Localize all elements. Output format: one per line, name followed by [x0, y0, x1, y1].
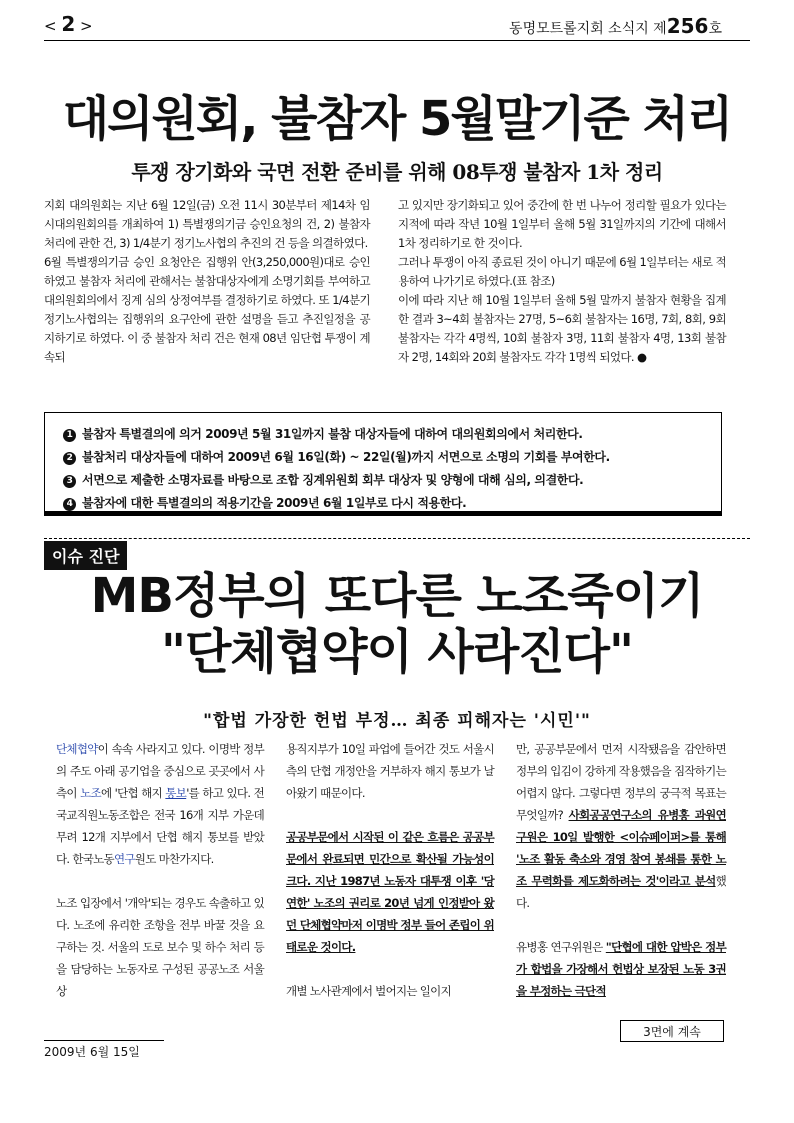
page-number: < 2 >: [44, 12, 93, 36]
paragraph: 단체협약이 속속 사라지고 있다. 이명박 정부의 주도 아래 공기업을 중심으로 곳곳에서 사측이 노조에 '단협 해지 통보'를 하고 있다. 전국교직원노동조합은 전국 16개 지부 가운데 무려 12개 지부에서 단협 해지 통보를 받았다. 한국노동연구원도 마찬가지다.: [56, 742, 264, 866]
article1-right-column: [398, 196, 726, 367]
number-bullet-icon: 2: [63, 452, 76, 465]
section-divider: [44, 538, 750, 539]
article1-left-column: [44, 196, 370, 367]
article1-subtitle: 투쟁 장기화와 국면 전환 준비를 위해 08투쟁 불참자 1차 정리: [131, 160, 663, 184]
highlighted-paragraph: 공공부문에서 시작된 이 같은 흐름은 공공부문에서 완료되면 민간으로 확산될 가능성이 크다. 지난 1987년 노동자 대투쟁 이후 '당연한' 노조의 권리로 20년 넘게 인정받아 왔던 단체협약마저 이명박 정부 들어 존립이 위태로운 것이다.: [286, 830, 494, 954]
number-bullet-icon: 4: [63, 498, 76, 511]
article2-column-3: [516, 738, 726, 1002]
number-bullet-icon: 3: [63, 475, 76, 488]
issue-date: 2009년 6월 15일: [44, 1040, 164, 1060]
paragraph: 지회 대의원회는 지난 6월 12일(금) 오전 11시 30분부터 제14차 임시대의원회의를 개최하여 1) 특별쟁의기금 승인요청의 건, 2) 불참자 처리에 관한 건, 3) 1/4분기 정기노사협의 추진의 건 등을 의결하였다.: [44, 198, 370, 250]
paragraph: 고 있지만 장기화되고 있어 중간에 한 번 나누어 정리할 필요가 있다는 지적에 따라 작년 10월 1일부터 올해 5월 31일까지의 기간에 대해서 1차 정리하기로 한 것이다.: [398, 198, 726, 250]
paragraph: 유병홍 연구위원은 "단협에 대한 압박은 정부가 합법을 가장해서 헌법상 보장된 노동 3권을 부정하는 극단적: [516, 940, 726, 998]
continued-label: 3면에 계속: [620, 1020, 724, 1042]
paragraph: 6월 특별쟁의기금 승인 요청안은 집행위 안(3,250,000원)대로 승인하였고 불참자 처리에 관해서는 불참대상자에게 소명기회를 부여하고 대의원회의에서 징계 심의 상정여부를 결정하기로 하였다. 또 1/4분기 정기노사협의는 집행위의 요구안에 관한 설명을 듣고 추진일정을 공지하기로 하였다. 이 중 불참자 처리 건은 현재 08년 임단협 투쟁이 계속되: [44, 255, 370, 364]
header-rule: [44, 40, 750, 41]
number-bullet-icon: 1: [63, 429, 76, 442]
article2-column-1: [56, 738, 264, 1002]
newsletter-issue: 동명모트롤지회 소식지 제256호: [509, 14, 722, 38]
section-tag: 이슈 진단: [44, 541, 127, 570]
resolution-item: 3 서면으로 제출한 소명자료를 바탕으로 조합 징계위원회 회부 대상자 및 양형에 대해 심의, 의결한다.: [63, 469, 721, 492]
paragraph: 그러나 투쟁이 아직 종료된 것이 아니기 때문에 6월 1일부터는 새로 적용하여 나가기로 하였다.(표 참조): [398, 255, 726, 288]
resolution-box: [44, 412, 722, 516]
paragraph: 만, 공공부문에서 먼저 시작됐음을 감안하면 정부의 입김이 강하게 작용했음을 짐작하기는 어렵지 않다. 그렇다면 정부의 궁극적 목표는 무엇일까? 사회공공연구소의 유병홍 과원연구원은 10일 발행한 <이슈페이퍼>를 통해 '노조 활동 축소와 경영 참여 봉쇄를 통한 노조 무력화를 제도화하려는 것'이라고 분석했다.: [516, 742, 726, 910]
article1-title: 대의원회, 불참자 5월말기준 처리: [62, 91, 732, 147]
resolution-item: 2 불참처리 대상자들에 대하여 2009년 6월 16일(화) ~ 22일(월)까지 서면으로 소명의 기회를 부여한다.: [63, 446, 721, 469]
paragraph: 노조 입장에서 '개악'되는 경우도 속출하고 있다. 노조에 유리한 조항을 전부 바꿀 것을 요구하는 것. 서울의 도로 보수 및 하수 처리 등을 담당하는 노동자로 구성된 공공노조 서울상: [56, 896, 264, 998]
resolution-item: 4 불참자에 대한 특별결의의 적용기간을 2009년 6월 1일부로 다시 적용한다.: [63, 492, 721, 515]
paragraph: 용직지부가 10일 파업에 들어간 것도 서울시 측의 단협 개정안을 거부하자 해지 통보가 날아왔기 때문이다.: [286, 742, 494, 800]
paragraph: 이에 따라 지난 해 10월 1일부터 올해 5월 말까지 불참자 현황을 집계한 결과 3~4회 불참자는 27명, 5~6회 불참자는 16명, 7회, 8회, 9회 불참자는 각각 4명씩, 10회 불참자 3명, 11회 불참자 4명, 13회 불참자 2명, 14회와 20회 불참자도 각각 1명씩 되었다. ●: [398, 293, 726, 364]
article2-subtitle: "합법 가장한 헌법 부정… 최종 피해자는 '시민'": [203, 711, 591, 731]
article2-column-2: [286, 738, 494, 1002]
article2-title: MB정부의 또다른 노조죽이기 "단체협약이 사라진다": [90, 568, 704, 680]
paragraph: 개별 노사관계에서 벌어지는 일이지: [286, 984, 451, 998]
resolution-item: 1 불참자 특별결의에 의거 2009년 5월 31일까지 불참 대상자들에 대하여 대의원회의에서 처리한다.: [63, 423, 721, 446]
